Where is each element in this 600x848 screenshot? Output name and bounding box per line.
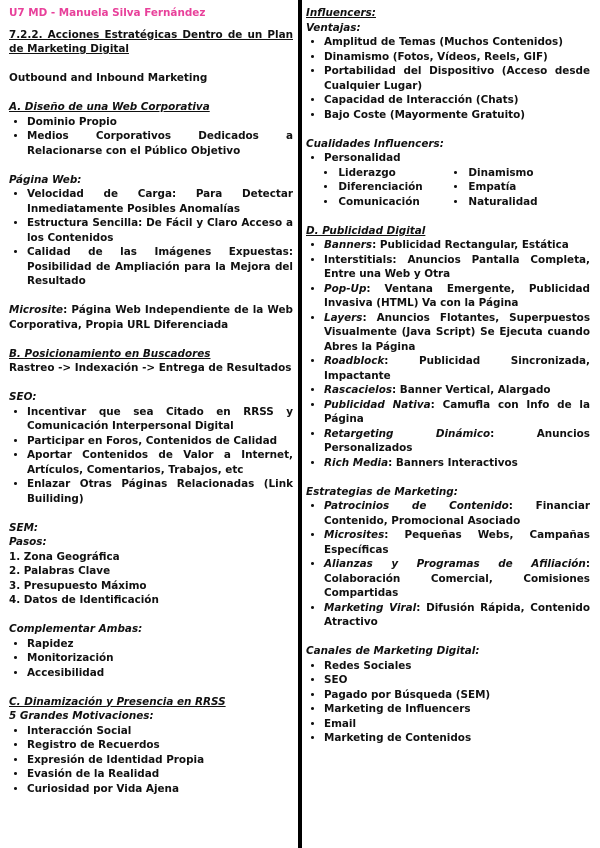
estrategias-heading: Estrategias de Marketing: [306, 485, 458, 498]
list-item [324, 354, 590, 383]
list-item [324, 398, 590, 427]
list-item: • Capacidad de Interacción (Chats) [324, 93, 590, 108]
definition: Interstitials: Anuncios Pantalla Completa, Entre una Web y Otra [324, 253, 590, 280]
list-item [324, 601, 590, 630]
list-item [324, 253, 590, 282]
list-item [324, 499, 590, 528]
column-divider [298, 0, 302, 848]
list-item [324, 456, 590, 471]
list-item: • Marketing de Influencers [324, 702, 590, 717]
cualidades-heading: Cualidades Influencers: [306, 137, 444, 150]
list-item: • Dinamismo (Fotos, Vídeos, Reels, GIF) [324, 50, 590, 65]
definition: : Camufla con Info de la Página [324, 398, 590, 425]
term: Publicidad Nativa [324, 398, 431, 411]
microsite-paragraph [9, 303, 293, 332]
list-item: • Registro de Recuerdos [27, 738, 293, 753]
estrategias-list [306, 499, 590, 630]
microsite-text: : Página Web Independiente de la Web Corporativa, Propia URL Diferenciada [9, 304, 293, 331]
list-item [324, 238, 590, 253]
ventajas-label: Ventajas: [306, 21, 361, 34]
term: Microsites [324, 529, 385, 541]
term: Rich Media [324, 456, 389, 469]
list-item [324, 282, 590, 311]
motivaciones-label: 5 Grandes Motivaciones: [9, 710, 154, 722]
seo-heading: SEO: [9, 391, 37, 403]
definition: : Ventana Emergente, Publicidad Invasiva (HTML) Va con la Página [324, 282, 590, 309]
list-item: • Amplitud de Temas (Muchos Contenidos) [324, 35, 590, 50]
cualidades-grid [306, 166, 590, 210]
canales-list [306, 659, 590, 746]
list-item [324, 383, 590, 398]
section-a-list [9, 115, 293, 159]
search-flow: Rastreo -> Indexación -> Entrega de Resultados [9, 362, 292, 374]
definition: : Banner Vertical, Alargado [392, 384, 551, 396]
definition: : Colaboración Comercial, Comisiones Compartidas [324, 558, 590, 599]
definition: : Anuncios Flotantes, Superpuestos Visualmente (Java Script) Se Ejecuta cuando Abres la Página [324, 311, 590, 353]
document-header: U7 MD - Manuela Silva Fernández [9, 7, 206, 19]
pagina-web-heading: Página Web: [9, 173, 82, 186]
paso-item: 2. Palabras Clave [9, 565, 111, 577]
complementar-list [9, 637, 293, 681]
section-c-heading: C. Dinamización y Presencia en RRSS [9, 695, 226, 708]
paso-item: 1. Zona Geográfica [9, 550, 120, 563]
paso-item: 3. Presupuesto Máximo [9, 579, 147, 592]
definition: : Publicidad Rectangular, Estática [372, 239, 569, 251]
document-subtitle: Outbound and Inbound Marketing [9, 72, 208, 84]
definition: : Publicidad Sincronizada, Impactante [324, 355, 590, 382]
section-a-heading: A. Diseño de una Web Corporativa [9, 101, 210, 113]
list-item [324, 427, 590, 456]
cualidades-top-list [306, 151, 590, 166]
list-item: • Enlazar Otras Páginas Relacionadas (Link Builiding) [27, 477, 293, 506]
list-item: • Evasión de la Realidad [27, 767, 293, 782]
list-item: • Naturalidad [454, 195, 584, 210]
publicidad-list [306, 238, 590, 470]
pagina-web-list [9, 187, 293, 289]
list-item: • Medios Corporativos Dedicados a Relacionarse con el Público Objetivo [27, 129, 293, 158]
paso-item: 4. Datos de Identificación [9, 594, 159, 606]
list-item: • Incentivar que sea Citado en RRSS y Comunicación Interpersonal Digital [27, 405, 293, 434]
list-item: • Participar en Foros, Contenidos de Calidad [27, 434, 293, 449]
section-d-heading: D. Publicidad Digital [306, 224, 426, 237]
microsite-term: Microsite [9, 304, 64, 316]
list-item: • Liderazgo [324, 166, 454, 181]
list-item: • Accesibilidad [27, 666, 293, 681]
list-item: • Aportar Contenidos de Valor a Internet, Artículos, Comentarios, Trabajos, etc [27, 448, 293, 477]
list-item [324, 528, 590, 557]
list-item: • Dominio Propio [27, 115, 293, 130]
list-item: • Bajo Coste (Mayormente Gratuito) [324, 108, 590, 123]
list-item: • Rapidez [27, 637, 293, 652]
term: Layers [324, 311, 363, 324]
cualidades-left-list [324, 166, 454, 210]
definition: : Difusión Rápida, Contenido Atractivo [324, 601, 590, 628]
term: Retargeting Dinámico [324, 427, 491, 440]
term: Banners [324, 239, 373, 251]
list-item: • Dinamismo [454, 166, 584, 181]
ventajas-list [306, 35, 590, 122]
list-item: • Monitorización [27, 651, 293, 666]
term: Roadblock [324, 355, 385, 367]
list-item: • SEO [324, 673, 590, 688]
sem-heading: SEM: [9, 521, 39, 534]
term: Alianzas y Programas de Afiliación [324, 558, 586, 570]
right-column [306, 6, 590, 746]
pasos-label: Pasos: [9, 536, 47, 548]
list-item: • Expresión de Identidad Propia [27, 753, 293, 768]
list-item: • Redes Sociales [324, 659, 590, 674]
term: Marketing Viral [324, 601, 417, 614]
list-item: • Curiosidad por Vida Ajena [27, 782, 293, 797]
list-item: • Calidad de las Imágenes Expuestas: Posibilidad de Ampliación para la Mejora del Resultado [27, 245, 293, 289]
cualidades-right-list [454, 166, 584, 210]
definition: : Banners Interactivos [388, 456, 518, 469]
term: Patrocinios de Contenido [324, 500, 509, 512]
canales-heading: Canales de Marketing Digital: [306, 645, 480, 657]
definition: : Financiar Contenido, Promocional Asociado [324, 500, 590, 527]
list-item: • Comunicación [324, 195, 454, 210]
term: Pop-Up [324, 282, 367, 295]
list-item [324, 311, 590, 355]
list-item: • Pagado por Búsqueda (SEM) [324, 688, 590, 703]
list-item: • Interacción Social [27, 724, 293, 739]
list-item: • Portabilidad del Dispositivo (Acceso desde Cualquier Lugar) [324, 64, 590, 93]
definition: : Pequeñas Webs, Campañas Específicas [324, 529, 590, 556]
seo-list [9, 405, 293, 507]
list-item [324, 557, 590, 601]
list-item: • Marketing de Contenidos [324, 731, 590, 746]
list-item: • Personalidad [324, 151, 590, 166]
list-item: • Diferenciación [324, 180, 454, 195]
list-item: • Email [324, 717, 590, 732]
definition: : Anuncios Personalizados [324, 427, 590, 454]
list-item: • Velocidad de Carga: Para Detectar Inmediatamente Posibles Anomalías [27, 187, 293, 216]
term: Rascacielos [324, 384, 393, 396]
section-b-heading: B. Posicionamiento en Buscadores [9, 347, 211, 360]
motivaciones-list [9, 724, 293, 797]
left-column [9, 6, 293, 796]
list-item: • Estructura Sencilla: De Fácil y Claro Acceso a los Contenidos [27, 216, 293, 245]
complementar-heading: Complementar Ambas: [9, 623, 143, 635]
influencers-heading: Influencers: [306, 7, 376, 19]
document-title: 7.2.2. Acciones Estratégicas Dentro de un Plan de Marketing Digital [9, 28, 293, 55]
list-item: • Empatía [454, 180, 584, 195]
